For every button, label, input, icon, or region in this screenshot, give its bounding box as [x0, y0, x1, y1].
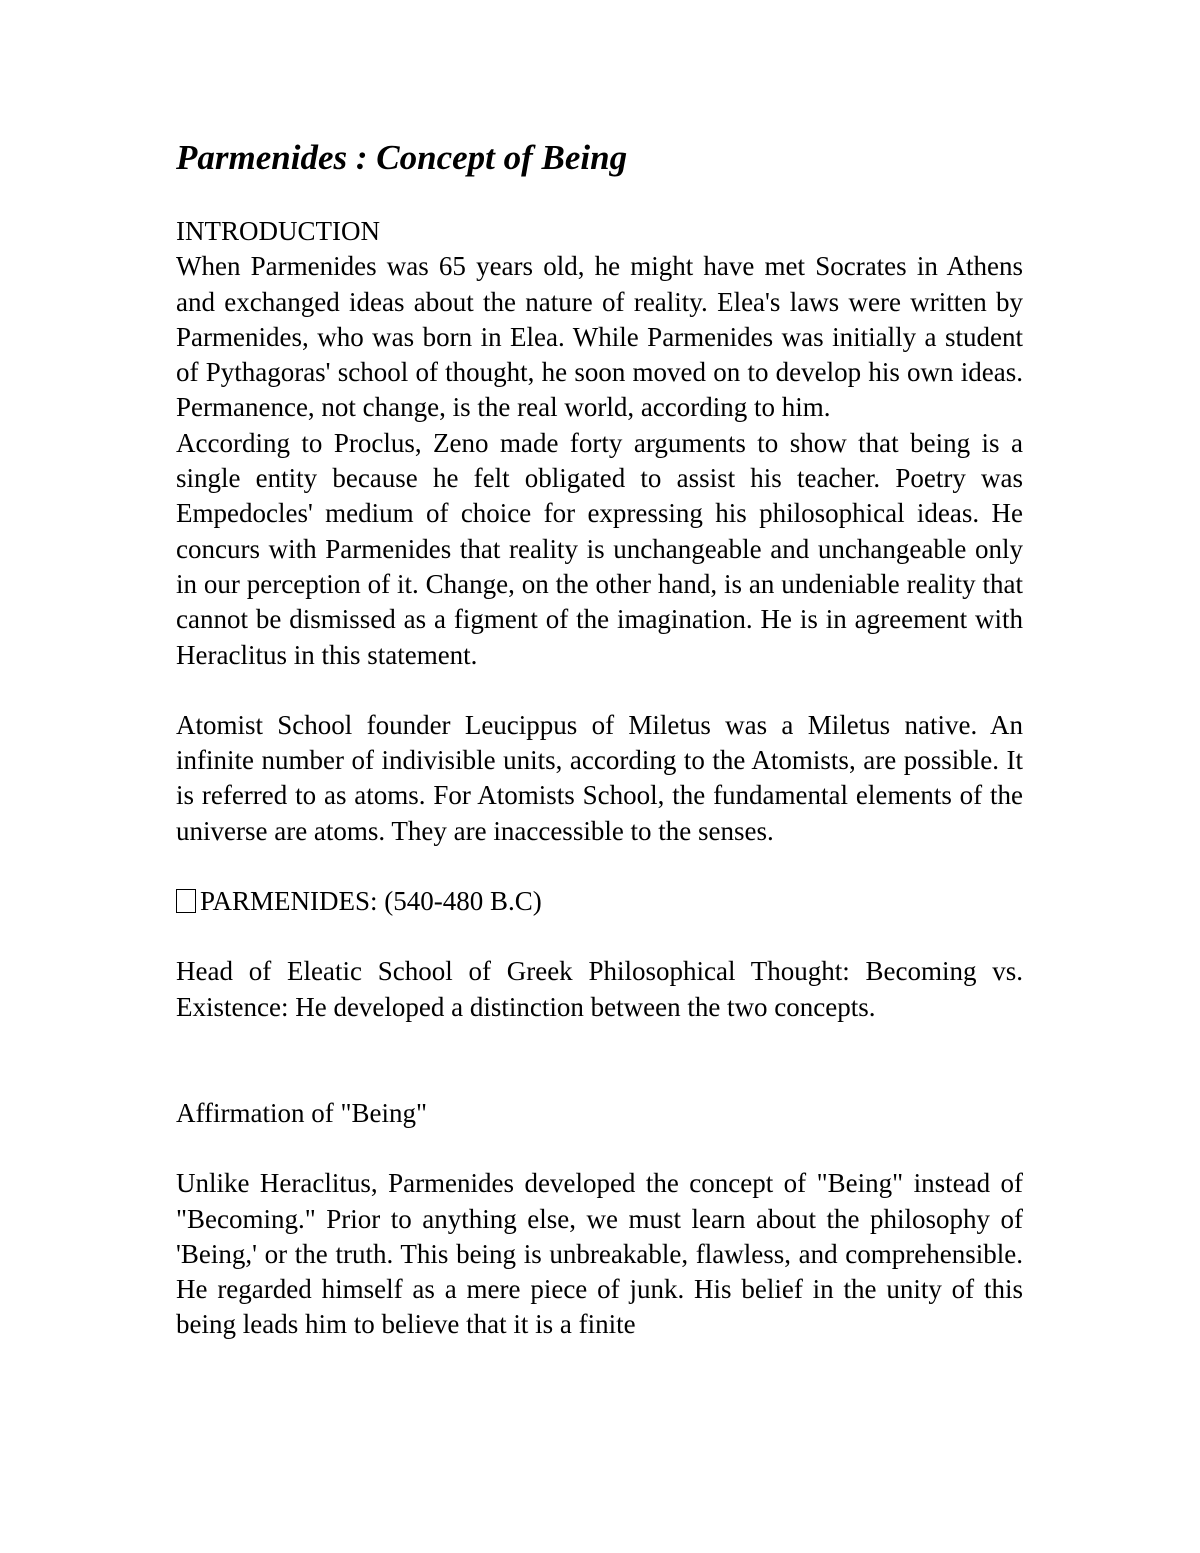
paragraph-eleatic: Head of Eleatic School of Greek Philosophical Thought: Becoming vs. Existence: He developed a distinction between the two concepts.: [176, 956, 1023, 1022]
intro-heading: INTRODUCTION: [176, 216, 380, 246]
bullet-heading-line: [176, 884, 1023, 919]
paragraph-being: Unlike Heraclitus, Parmenides developed the concept of "Being" instead of "Becoming." Prior to anything else, we must learn about the philosophy of 'Being,' or the truth. This being is unbreakable, flawless, and comprehensible. He regarded himself as a mere piece of junk. His belief in the unity of this being leads him to believe that it is a finite: [176, 1168, 1023, 1340]
paragraph-intro-2: According to Proclus, Zeno made forty arguments to show that being is a single entity because he felt obligated to assist his teacher. Poetry was Empedocles' medium of choice for expressing his philosophical ideas. He concurs with Parmenides that reality is unchangeable and unchangeable only in our perception of it. Change, on the other hand, is an undeniable reality that cannot be dismissed as a figment of the imagination. He is in agreement with Heraclitus in this statement.: [176, 427, 1023, 670]
missing-glyph-box-icon: [176, 889, 196, 913]
affirmation-heading: Affirmation of "Being": [176, 1097, 428, 1128]
paragraph-intro-1: When Parmenides was 65 years old, he might have met Socrates in Athens and exchanged ideas about the nature of reality. Elea's laws were written by Parmenides, who was born in Elea. While Parmenides was initially a student of Pythagoras' school of thought, he soon moved on to develop his own ideas. Permanence, not change, is the real world, according to him.: [176, 251, 1023, 423]
document-page: [176, 132, 1023, 1343]
document-title: Parmenides : Concept of Being: [176, 138, 628, 177]
paragraph-atomists: Atomist School founder Leucippus of Miletus was a Miletus native. An infinite number of indivisible units, according to the Atomists, are possible. It is referred to as atoms. For Atomists School, the fundamental elements of the universe are atoms. They are inaccessible to the senses.: [176, 709, 1023, 846]
bullet-heading: PARMENIDES: (540-480 B.C): [200, 886, 542, 917]
